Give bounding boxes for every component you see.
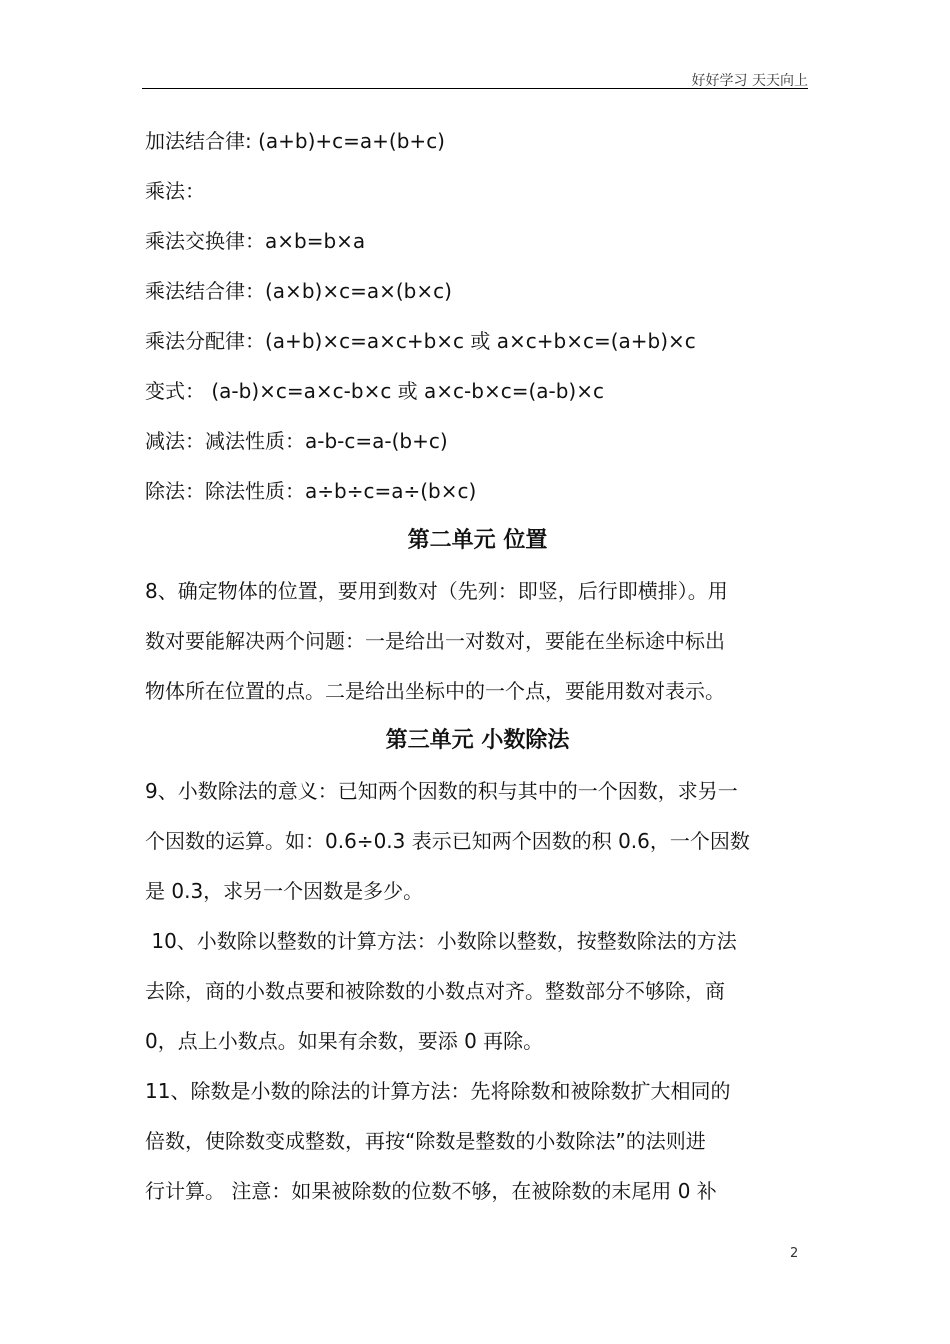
paragraph-9-line-1: 9、小数除法的意义：已知两个因数的积与其中的一个因数，求另一 (145, 779, 738, 803)
multiplication-commutative-law: 乘法交换律：a×b=b×a (145, 229, 366, 253)
paragraph-11-line-3: 行计算。 注意：如果被除数的位数不够，在被除数的末尾用 0 补 (145, 1179, 717, 1203)
multiplication-label: 乘法： (145, 179, 205, 203)
multiplication-distributive-law: 乘法分配律：(a+b)×c=a×c+b×c 或 a×c+b×c=(a+b)×c (145, 329, 696, 353)
addition-associative-law: 加法结合律: (a+b)+c=a+(b+c) (145, 129, 445, 153)
paragraph-9-line-3: 是 0.3，求另一个因数是多少。 (145, 879, 424, 903)
paragraph-11-line-1: 11、除数是小数的除法的计算方法：先将除数和被除数扩大相同的 (145, 1079, 731, 1103)
header-divider (142, 88, 808, 89)
multiplication-associative-law: 乘法结合律：(a×b)×c=a×(b×c) (145, 279, 452, 303)
paragraph-8-line-3: 物体所在位置的点。二是给出坐标中的一个点，要能用数对表示。 (145, 679, 725, 703)
division-property: 除法：除法性质：a÷b÷c=a÷(b×c) (145, 479, 477, 503)
page-number: 2 (790, 1246, 799, 1261)
paragraph-8-line-1: 8、确定物体的位置，要用到数对（先列：即竖，后行即横排）。用 (145, 579, 728, 603)
paragraph-9-line-2: 个因数的运算。如：0.6÷0.3 表示已知两个因数的积 0.6，一个因数 (145, 829, 750, 853)
paragraph-11-line-2: 倍数，使除数变成整数，再按“除数是整数的小数除法”的法则进 (145, 1129, 706, 1153)
subtraction-property: 减法：减法性质：a-b-c=a-(b+c) (145, 429, 448, 453)
paragraph-10-line-2: 去除，商的小数点要和被除数的小数点对齐。整数部分不够除，商 (145, 979, 725, 1003)
section-heading-position: 第二单元 位置 (407, 528, 548, 553)
section-heading-decimal-division: 第三单元 小数除法 (385, 728, 570, 753)
page-header-text: 好好学习 天天向上 (691, 73, 808, 89)
distributive-variant: 变式： (a-b)×c=a×c-b×c 或 a×c-b×c=(a-b)×c (145, 379, 604, 403)
document-body (145, 116, 810, 1216)
paragraph-10-line-3: 0，点上小数点。如果有余数，要添 0 再除。 (145, 1029, 544, 1053)
paragraph-8-line-2: 数对要能解决两个问题：一是给出一对数对，要能在坐标途中标出 (145, 629, 725, 653)
paragraph-10-line-1: 10、小数除以整数的计算方法：小数除以整数，按整数除法的方法 (145, 929, 737, 953)
